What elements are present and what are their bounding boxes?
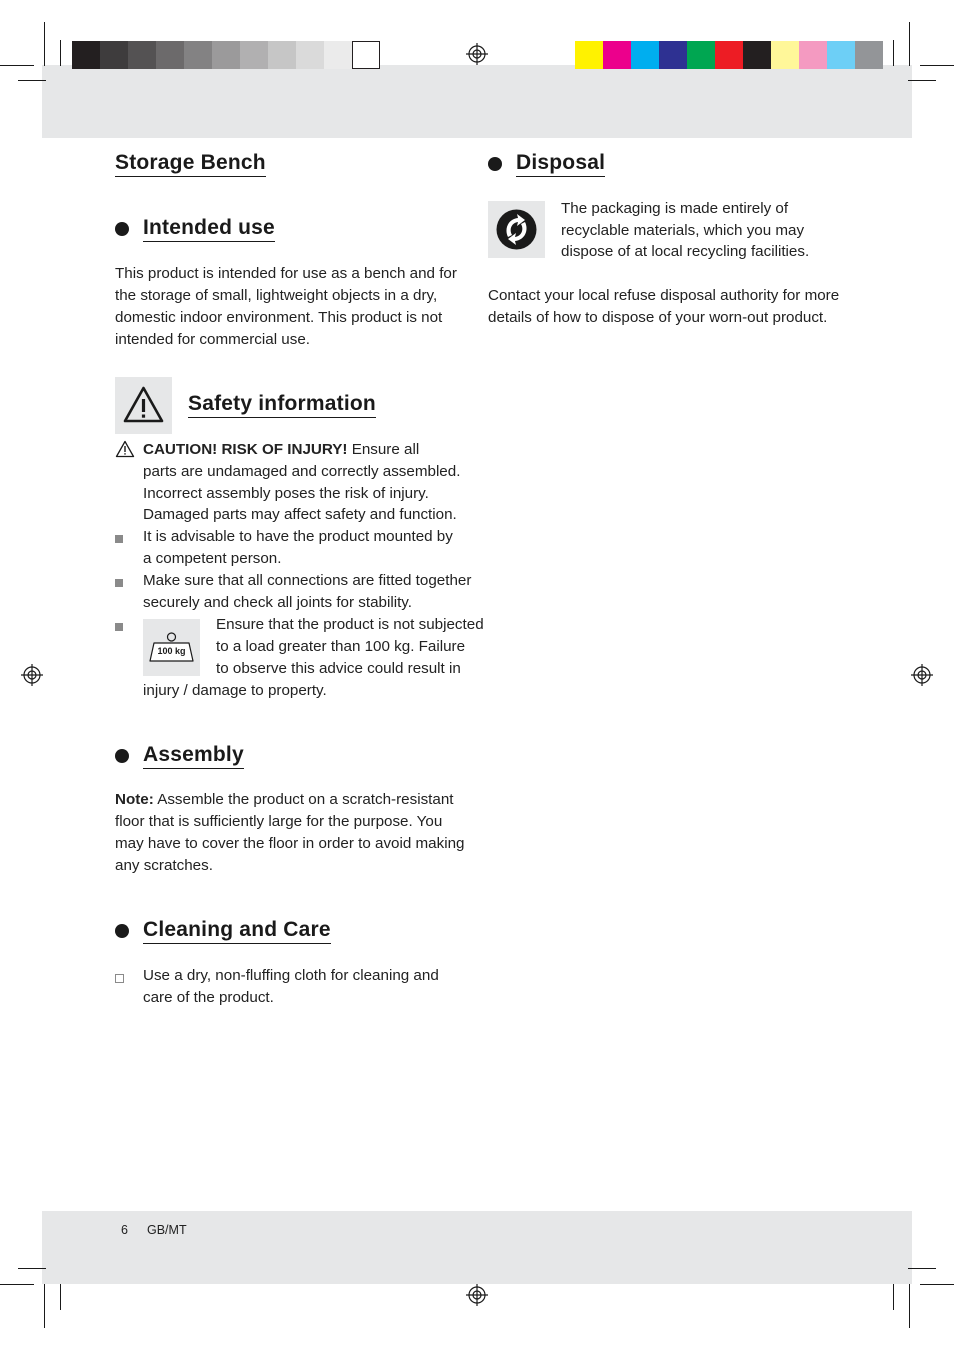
- warning-triangle-icon: [115, 377, 172, 434]
- color-swatch: [715, 41, 743, 69]
- gray-swatch: [352, 41, 380, 69]
- registration-mark-bottom-icon: [466, 1284, 488, 1306]
- caution-icon: [115, 440, 135, 458]
- gray-swatch: [212, 41, 240, 69]
- safety-item-line: securely and check all joints for stability.: [143, 594, 412, 611]
- intended-use-heading: Intended use: [143, 216, 275, 242]
- contact-line: Contact your local refuse disposal authority for more: [488, 287, 840, 304]
- recycling-green-dot-icon: [488, 201, 545, 258]
- caution-line: Incorrect assembly poses the risk of injury.: [143, 485, 429, 502]
- gray-swatch: [156, 41, 184, 69]
- cleaning-item-line: care of the product.: [143, 989, 274, 1006]
- load-item-last-line: injury / damage to property.: [143, 682, 327, 699]
- gray-swatch: [240, 41, 268, 69]
- page-title: Storage Bench: [115, 151, 266, 177]
- color-swatch: [855, 41, 883, 69]
- page-number: 6: [121, 1223, 128, 1237]
- color-swatch: [575, 41, 603, 69]
- safety-item-line: It is advisable to have the product mounted by: [143, 528, 453, 545]
- list-bullet-icon: [115, 623, 123, 631]
- color-swatch: [687, 41, 715, 69]
- registration-mark-right-icon: [911, 664, 933, 686]
- color-swatch: [743, 41, 771, 69]
- list-bullet-icon: [115, 535, 123, 543]
- gray-swatch: [128, 41, 156, 69]
- gray-swatch: [72, 41, 100, 69]
- note-text: Assemble the product on a scratch-resistant floor that is sufficiently large for the purpose. You may have to cover the floor in order to avoid making any scratches.: [115, 791, 465, 874]
- color-swatch: [799, 41, 827, 69]
- cleaning-item-line: Use a dry, non-fluffing cloth for cleaning and: [143, 967, 439, 984]
- packaging-line: dispose of at local recycling facilities.: [561, 243, 810, 260]
- caution-line: parts are undamaged and correctly assembled.: [143, 463, 461, 480]
- caution-text-first: Ensure all: [347, 441, 420, 458]
- color-swatch: [659, 41, 687, 69]
- disposal-heading: Disposal: [516, 151, 605, 177]
- section-bullet-icon: [115, 924, 129, 938]
- note-label: Note:: [115, 791, 154, 808]
- assembly-heading: Assembly: [143, 743, 244, 769]
- caution-first-line: [143, 439, 473, 461]
- intended-use-text: This product is intended for use as a bench and for the storage of small, lightweight objects in a dry, domestic indoor environment. This product is not intended for commercial use.: [115, 265, 457, 348]
- gray-swatch: [324, 41, 352, 69]
- list-bullet-icon: [115, 579, 123, 587]
- packaging-line: recyclable materials, which you may: [561, 222, 805, 239]
- load-item-line: to observe this advice could result in: [216, 660, 461, 677]
- color-swatch: [631, 41, 659, 69]
- section-bullet-icon: [488, 157, 502, 171]
- safety-information-heading: Safety information: [188, 392, 376, 418]
- gray-swatch: [296, 41, 324, 69]
- assembly-note: [115, 789, 469, 877]
- caution-label: CAUTION! RISK OF INJURY!: [143, 441, 348, 458]
- section-bullet-icon: [115, 749, 129, 763]
- packaging-line: The packaging is made entirely of: [561, 200, 789, 217]
- weight-label: 100 kg: [157, 646, 186, 656]
- caution-line: Damaged parts may affect safety and function.: [143, 506, 457, 523]
- safety-item-line: Make sure that all connections are fitted together: [143, 572, 472, 589]
- cleaning-heading: Cleaning and Care: [143, 918, 331, 944]
- gray-swatch: [100, 41, 128, 69]
- safety-item-line: a competent person.: [143, 550, 282, 567]
- footer-band: [42, 1211, 912, 1284]
- load-item-line: Ensure that the product is not subjected: [216, 616, 484, 633]
- section-bullet-icon: [115, 222, 129, 236]
- locale-code: GB/MT: [147, 1223, 187, 1237]
- header-band: [42, 65, 912, 138]
- color-swatch: [603, 41, 631, 69]
- gray-swatch: [184, 41, 212, 69]
- weight-limit-icon: [143, 619, 200, 676]
- registration-mark-left-icon: [21, 664, 43, 686]
- checkbox-bullet-icon: [115, 974, 124, 983]
- load-item-line: to a load greater than 100 kg. Failure: [216, 638, 466, 655]
- registration-mark-top-icon: [466, 43, 488, 65]
- color-swatch: [827, 41, 855, 69]
- gray-swatch: [268, 41, 296, 69]
- contact-line: details of how to dispose of your worn-out product.: [488, 309, 828, 326]
- color-swatch: [771, 41, 799, 69]
